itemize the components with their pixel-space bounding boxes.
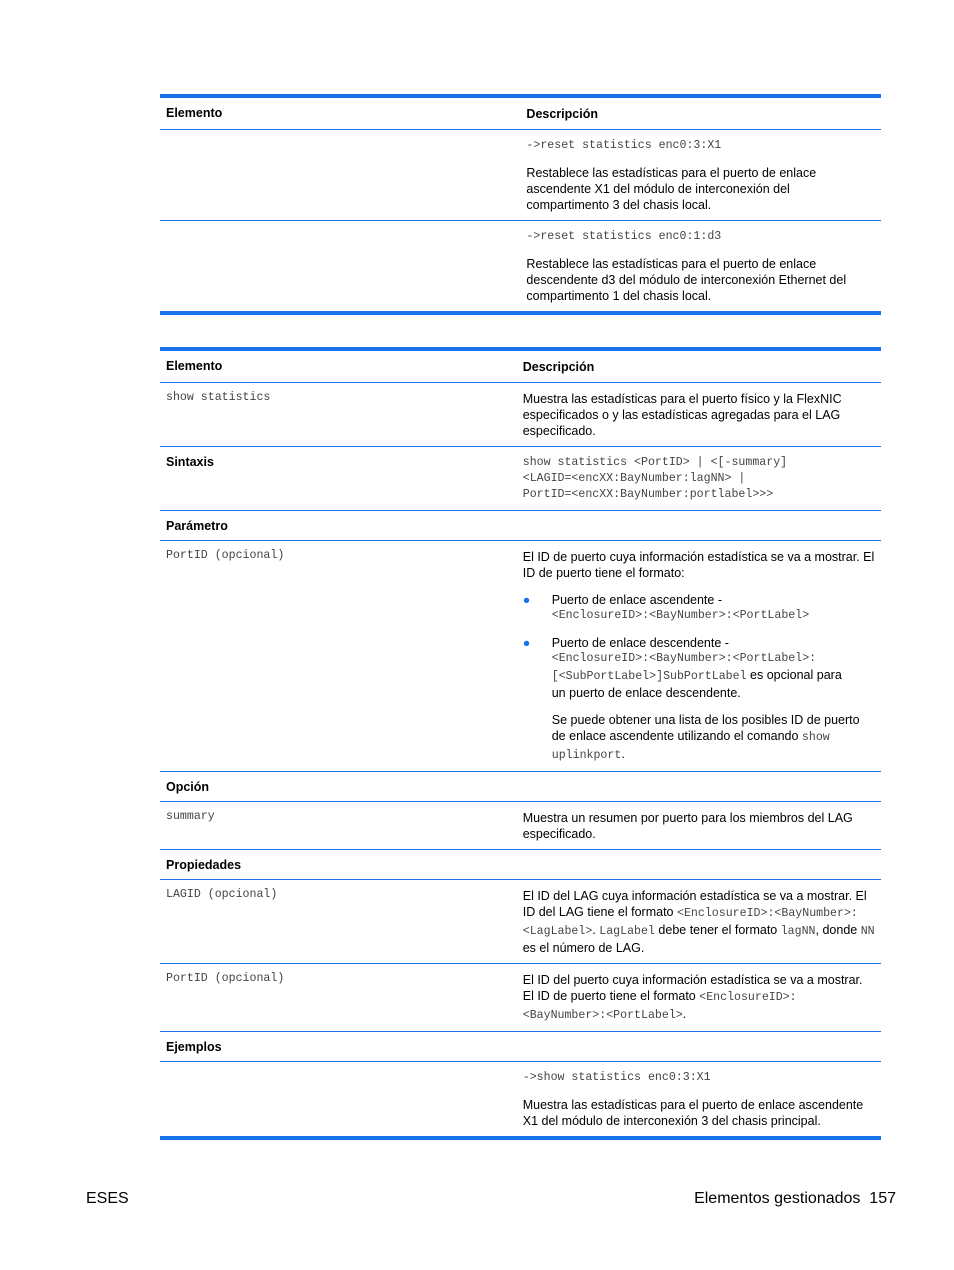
table-row bbox=[160, 130, 881, 221]
example-description: Restablece las estadísticas para el puerto de enlace descendente d3 del módulo de interconexión Ethernet del compartimento 1 del chasis local. bbox=[526, 257, 847, 303]
list-item: ● Puerto de enlace descendente - <EnclosureID>:<BayNumber>:<PortLabel>: [<SubPortLabel>]SubPortLabel es opcional para un puerto de enlace descendente. bbox=[522, 636, 842, 700]
syntax-code: show statistics <PortID> | <[-summary] <LAGID=<encXX:BayNumber:lagNN> | PortID=<encXX:BayNumber:portlabel>>> bbox=[522, 456, 788, 501]
table-row bbox=[160, 880, 881, 964]
param-portid: PortID (opcional) bbox=[166, 549, 285, 562]
example-command: ->show statistics enc0:3:X1 bbox=[522, 1071, 711, 1084]
table-row bbox=[160, 221, 881, 314]
property-lagid: LAGID (opcional) bbox=[166, 888, 278, 901]
reset-statistics-table bbox=[160, 94, 881, 315]
property-portid-description: El ID del puerto cuya información estadística se va a mostrar. El ID de puerto tiene el formato <EnclosureID>:<BayNumber>:<PortLabel>. bbox=[522, 973, 863, 1022]
uplinkport-note: Se puede obtener una lista de los posibles ID de puerto de enlace ascendente utilizando el comando show uplinkport. bbox=[551, 713, 860, 762]
list-item: ● Puerto de enlace ascendente - <EnclosureID>:<BayNumber>:<PortLabel> bbox=[522, 593, 810, 622]
show-statistics-table bbox=[160, 347, 881, 1140]
header-descripcion: Descripción bbox=[522, 360, 595, 374]
command-name: show statistics bbox=[166, 391, 271, 404]
bullet-icon: ● bbox=[522, 593, 531, 607]
table-row bbox=[160, 1062, 881, 1139]
command-description: Muestra las estadísticas para el puerto físico y la FlexNIC especificados o y las estadísticas agregadas para el LAG especificado. bbox=[522, 392, 842, 438]
param-portid-intro: El ID de puerto cuya información estadística se va a mostrar. El ID de puerto tiene el formato: bbox=[522, 550, 875, 580]
footer-left-label: ESES bbox=[86, 1190, 129, 1207]
table-row bbox=[160, 383, 881, 447]
section-label-parametro: Parámetro bbox=[166, 519, 228, 533]
example-description: Muestra las estadísticas para el puerto de enlace ascendente X1 del módulo de interconexión 3 del chasis principal. bbox=[522, 1098, 864, 1128]
table-row bbox=[160, 541, 881, 772]
page-number: 157 bbox=[869, 1190, 896, 1207]
table-header-row bbox=[160, 349, 881, 383]
table-header-row bbox=[160, 96, 881, 130]
property-lagid-description: El ID del LAG cuya información estadística se va a mostrar. El ID del LAG tiene el formato <EnclosureID>:<BayNumber>:<LagLabel>. LagLabel debe tener el formato lagNN, donde NN es el número de LAG. bbox=[522, 889, 875, 955]
header-elemento: Elemento bbox=[166, 106, 223, 120]
table-row bbox=[160, 1032, 881, 1062]
example-description: Restablece las estadísticas para el puerto de enlace ascendente X1 del módulo de interconexión del compartimento 3 del chasis local. bbox=[526, 166, 817, 212]
table-row bbox=[160, 802, 881, 850]
section-label-ejemplos: Ejemplos bbox=[166, 1040, 222, 1054]
bullet-icon: ● bbox=[522, 636, 531, 650]
footer-section-title: Elementos gestionados bbox=[694, 1190, 861, 1207]
table-row bbox=[160, 772, 881, 802]
option-summary-description: Muestra un resumen por puerto para los miembros del LAG especificado. bbox=[522, 811, 853, 841]
section-label-sintaxis: Sintaxis bbox=[166, 455, 214, 469]
table-row bbox=[160, 964, 881, 1032]
header-descripcion: Descripción bbox=[526, 107, 598, 121]
table-row bbox=[160, 447, 881, 511]
example-command: ->reset statistics enc0:3:X1 bbox=[526, 139, 722, 152]
header-elemento: Elemento bbox=[166, 359, 223, 373]
table-row bbox=[160, 850, 881, 880]
section-label-opcion: Opción bbox=[166, 780, 210, 794]
example-command: ->reset statistics enc0:1:d3 bbox=[526, 230, 722, 243]
section-label-propiedades: Propiedades bbox=[166, 858, 242, 872]
option-summary: summary bbox=[166, 810, 215, 823]
property-portid: PortID (opcional) bbox=[166, 972, 285, 985]
footer-right bbox=[694, 1190, 896, 1208]
table-row bbox=[160, 511, 881, 541]
